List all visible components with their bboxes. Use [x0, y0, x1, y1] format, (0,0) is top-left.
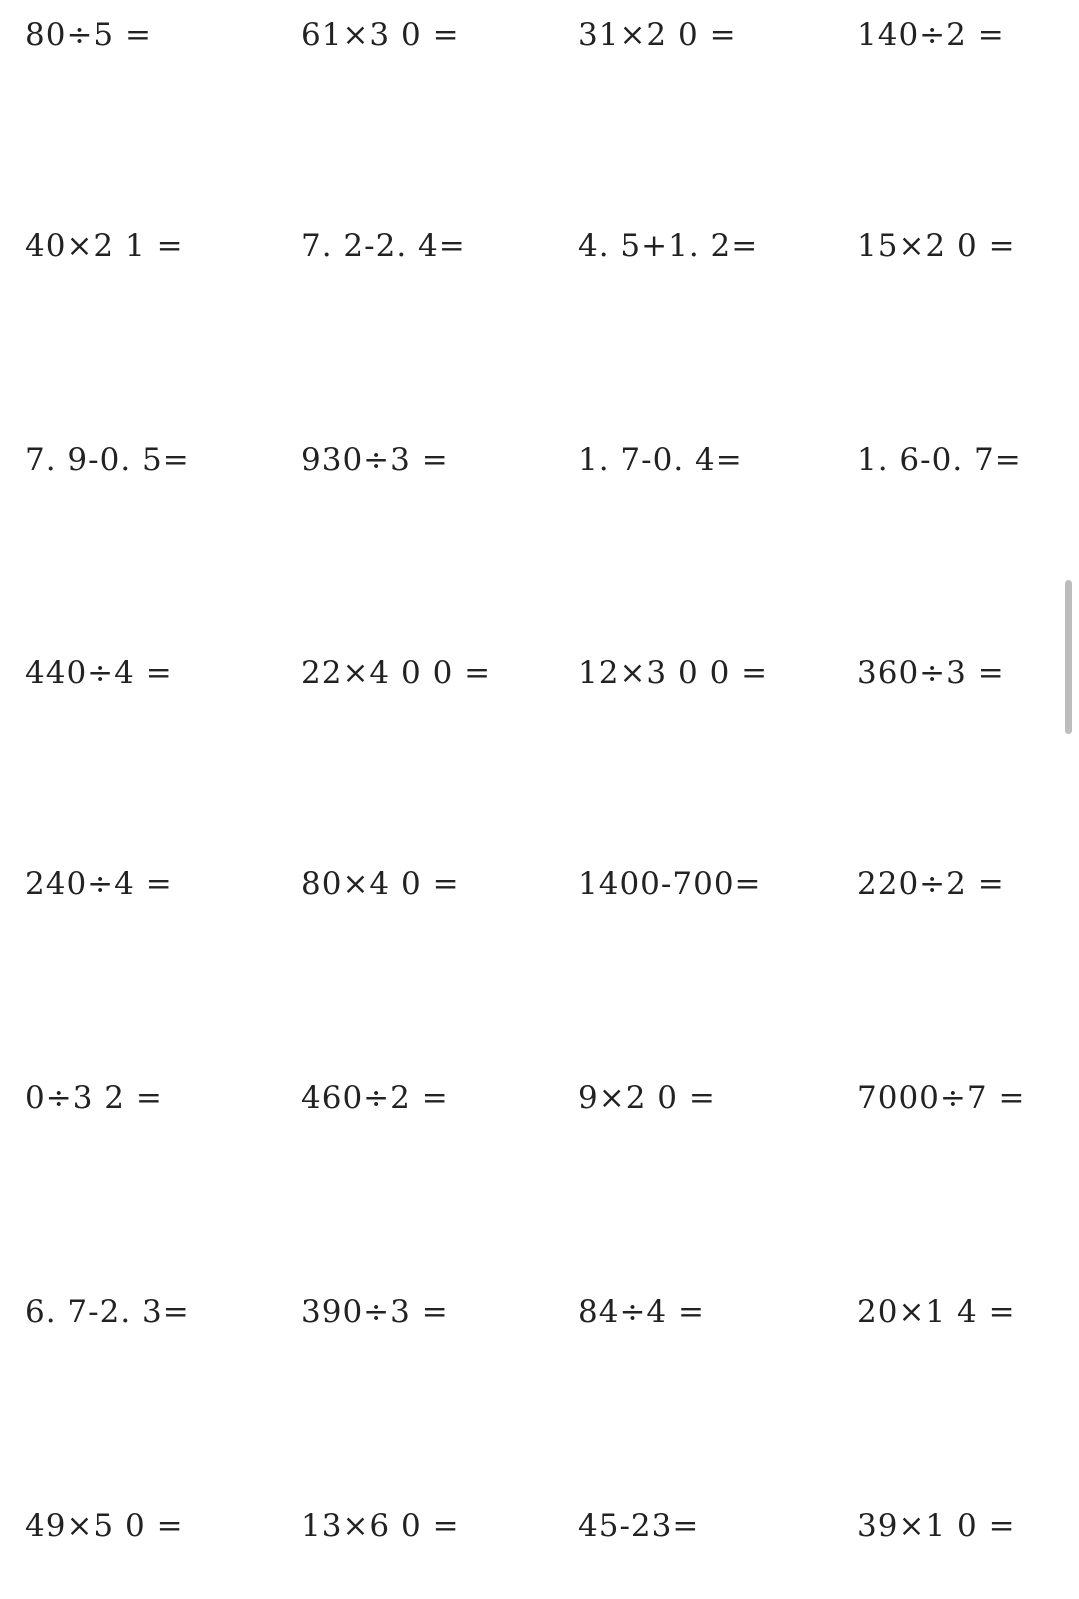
problem: 6. 7-2. 3= [25, 1294, 190, 1330]
problem: 390÷3 = [301, 1294, 449, 1330]
problem: 930÷3 = [301, 442, 449, 478]
problem: 1. 6-0. 7= [857, 442, 1022, 478]
problem: 440÷4 = [25, 655, 173, 691]
problem: 13×6 0 = [301, 1508, 460, 1544]
problem: 20×1 4 = [857, 1294, 1016, 1330]
problem: 61×3 0 = [301, 17, 460, 53]
problem: 39×1 0 = [857, 1508, 1016, 1544]
problem: 84÷4 = [578, 1294, 705, 1330]
problem: 22×4 0 0 = [301, 655, 492, 691]
problem-row [0, 10, 1040, 60]
problem: 1400-700= [578, 866, 762, 902]
problem-row [0, 1287, 1040, 1337]
vertical-scrollbar[interactable] [1057, 0, 1079, 1599]
problem: 49×5 0 = [25, 1508, 184, 1544]
problem: 45-23= [578, 1508, 700, 1544]
problem-row [0, 859, 1040, 909]
problem: 4. 5+1. 2= [578, 228, 759, 264]
problem: 80×4 0 = [301, 866, 460, 902]
problem: 80÷5 = [25, 17, 152, 53]
problem: 240÷4 = [25, 866, 173, 902]
problem: 220÷2 = [857, 866, 1005, 902]
scrollbar-thumb[interactable] [1065, 580, 1072, 734]
problem: 140÷2 = [857, 17, 1005, 53]
problem: 40×2 1 = [25, 228, 184, 264]
problem: 0÷3 2 = [25, 1080, 163, 1116]
problem: 360÷3 = [857, 655, 1005, 691]
problem: 31×2 0 = [578, 17, 737, 53]
problem: 7000÷7 = [857, 1080, 1026, 1116]
problem-row [0, 221, 1040, 271]
problem: 460÷2 = [301, 1080, 449, 1116]
problem-row [0, 1501, 1040, 1551]
problem: 7. 2-2. 4= [301, 228, 466, 264]
problem: 9×2 0 = [578, 1080, 716, 1116]
problem: 12×3 0 0 = [578, 655, 769, 691]
problem: 7. 9-0. 5= [25, 442, 190, 478]
problem-row [0, 1073, 1040, 1123]
problem: 15×2 0 = [857, 228, 1016, 264]
problem-row [0, 435, 1040, 485]
problem-row [0, 648, 1040, 698]
problem: 1. 7-0. 4= [578, 442, 743, 478]
